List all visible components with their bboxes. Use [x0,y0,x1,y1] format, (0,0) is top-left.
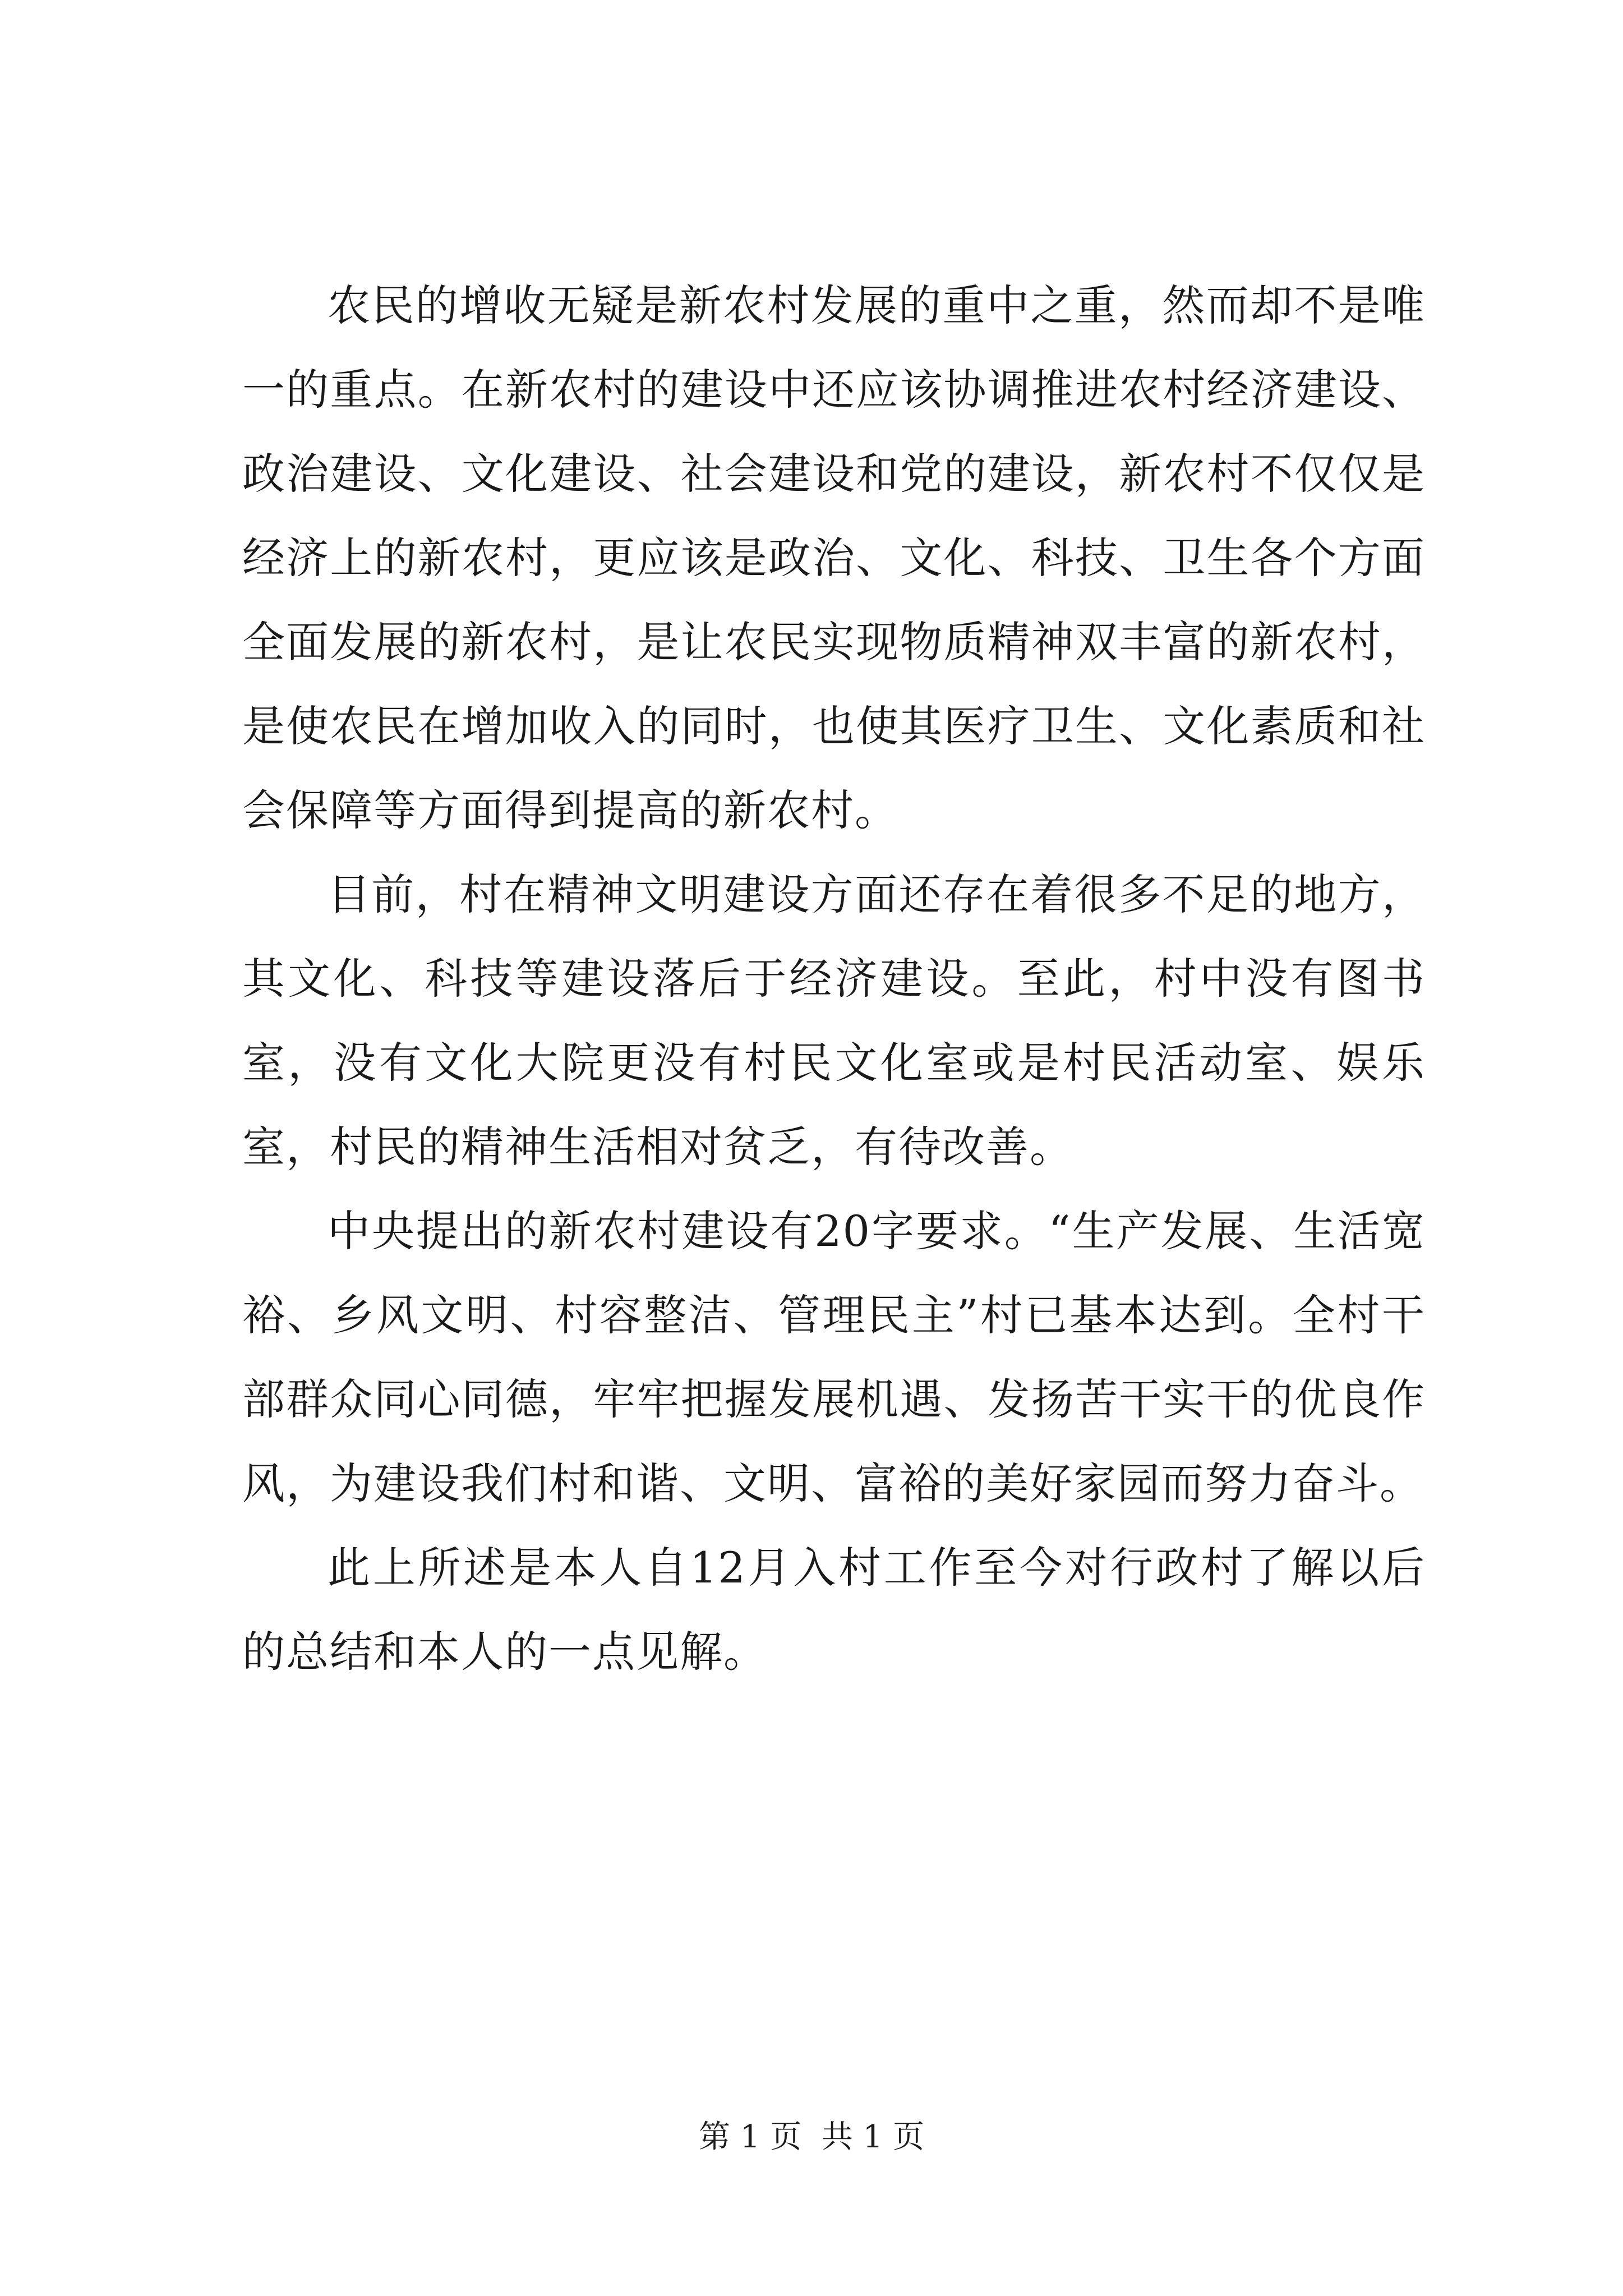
paragraph-4: 此上所述是本人自12月入村工作至今对行政村了解以后的总结和本人的一点见解。 [242,1543,1426,1677]
document-body [242,264,1426,1694]
page-footer [0,2115,1623,2160]
paragraph-1: 农民的增收无疑是新农村发展的重中之重，然而却不是唯一的重点。在新农村的建设中还应该协调推进农村经济建设、政治建设、文化建设、社会建设和党的建设，新农村不仅仅是经济上的新农村，更应该是政治、文化、科技、卫生各个方面全面发展的新农村，是让农民实现物质精神双丰富的新农村，是使农民在增加收入的同时，也使其医疗卫生、文化素质和社会保障等方面得到提高的新农村。 [242,280,1426,835]
page-number-label: 第 1 页 共 1 页 [698,2119,925,2155]
paragraph-3: 中央提出的新农村建设有20字要求。“生产发展、生活宽裕、乡风文明、村容整洁、管理民主”村已基本达到。全村干部群众同心同德，牢牢把握发展机遇、发扬苦干实干的优良作风，为建设我们村和谐、文明、富裕的美好家园而努力奋斗。 [242,1206,1426,1508]
paragraph-2: 目前，村在精神文明建设方面还存在着很多不足的地方，其文化、科技等建设落后于经济建设。至此，村中没有图书室，没有文化大院更没有村民文化室或是村民活动室、娱乐室，村民的精神生活相对贫乏，有待改善。 [242,869,1426,1172]
